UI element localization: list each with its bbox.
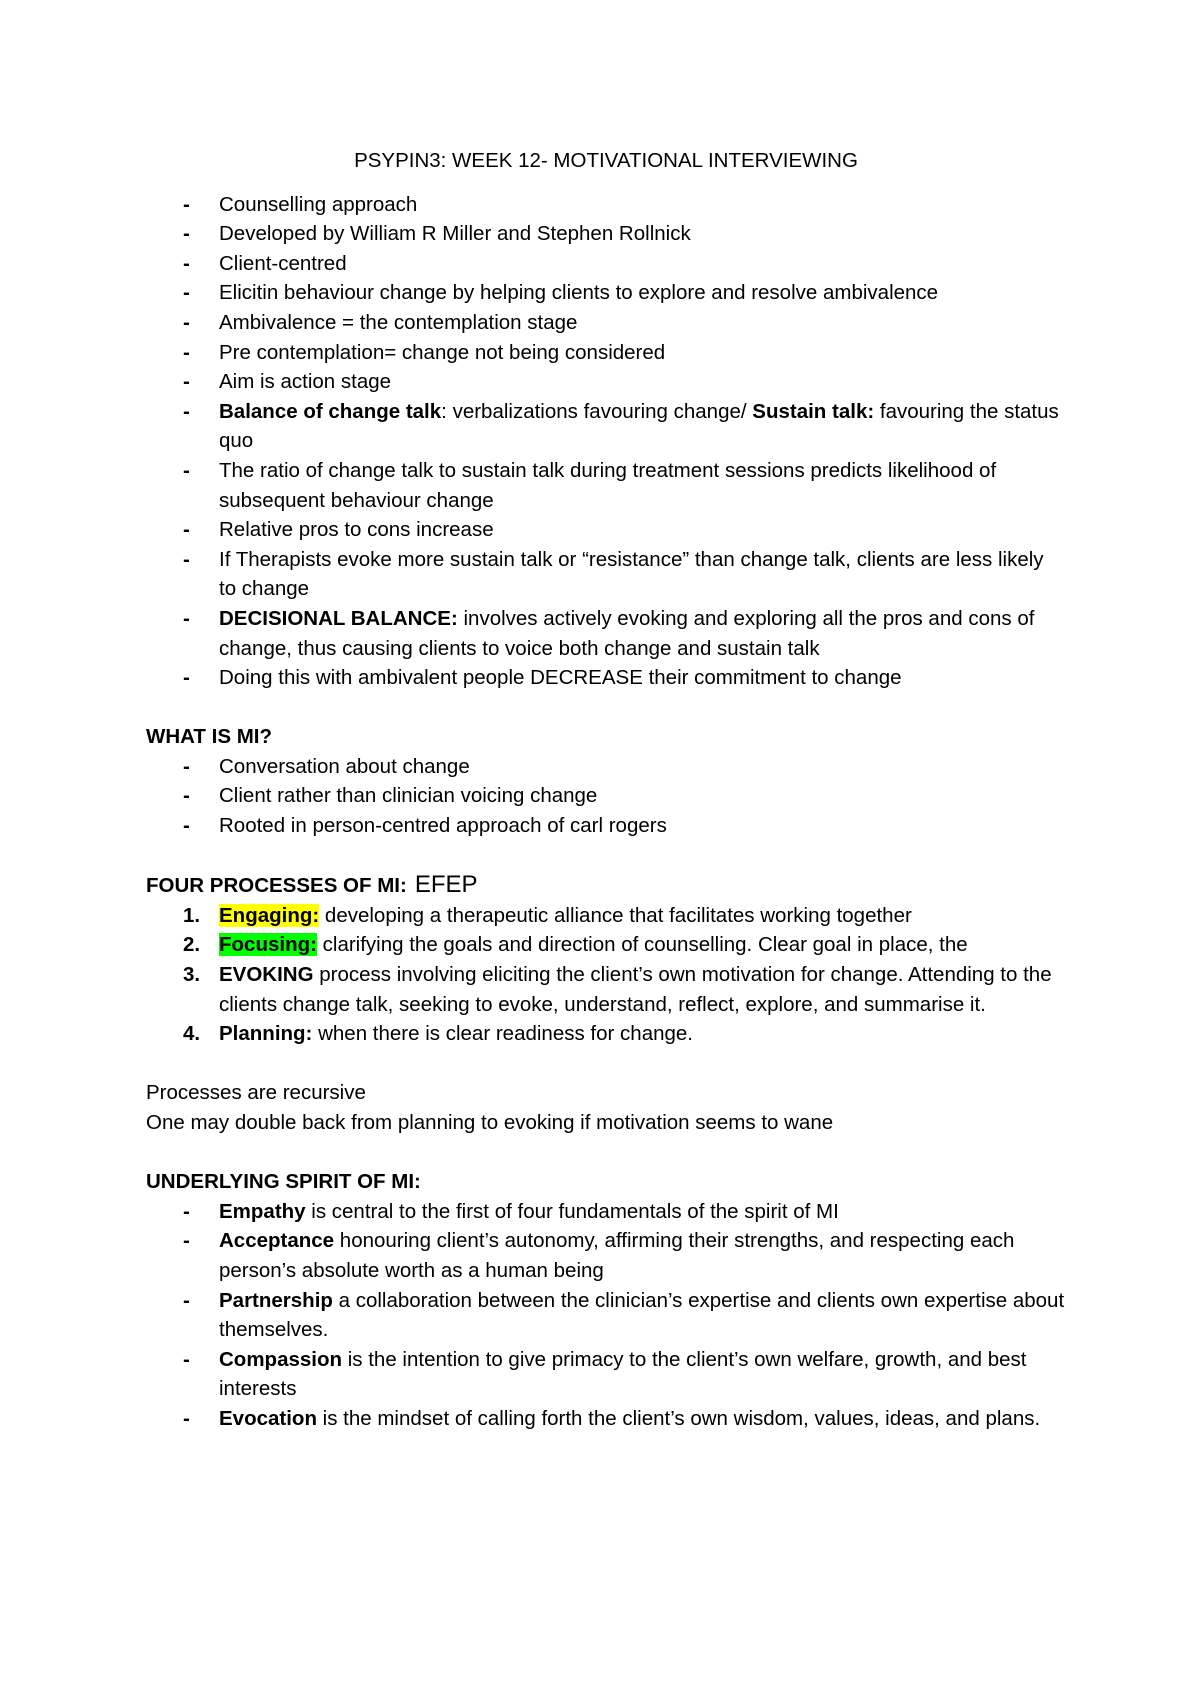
- four-processes-list: [146, 901, 1066, 1049]
- list-item: - Conversation about change: [146, 752, 1066, 782]
- list-item: - If Therapists evoke more sustain talk or “resistance” than change talk, clients are less likely to change: [146, 545, 1066, 604]
- recursive-note: Processes are recursive: [146, 1081, 366, 1105]
- intro-list: [146, 190, 1066, 693]
- list-item: - Counselling approach: [146, 190, 1066, 220]
- term-acceptance: Acceptance: [219, 1229, 335, 1253]
- list-item: - Evocation is the mindset of calling forth the client’s own wisdom, values, ideas, and plans.: [146, 1404, 1066, 1434]
- list-item: - Compassion is the intention to give primacy to the client’s own welfare, growth, and best interests: [146, 1345, 1066, 1404]
- list-item: - Developed by William R Miller and Stephen Rollnick: [146, 219, 1066, 249]
- term-evoking: EVOKING: [219, 963, 314, 987]
- spirit-list: [146, 1197, 1066, 1434]
- list-item: - Acceptance honouring client’s autonomy, affirming their strengths, and respecting each person’s absolute worth as a human being: [146, 1226, 1066, 1285]
- recursive-note-detail: One may double back from planning to evoking if motivation seems to wane: [146, 1111, 834, 1134]
- heading-underlying-spirit: UNDERLYING SPIRIT OF MI:: [146, 1170, 421, 1194]
- term-evocation: Evocation: [219, 1406, 317, 1430]
- term-sustain-talk: Sustain talk:: [752, 399, 875, 423]
- term-change-talk: Balance of change talk: [219, 399, 442, 423]
- list-item: - Elicitin behaviour change by helping clients to explore and resolve ambivalence: [146, 278, 1066, 308]
- term-engaging: Engaging:: [219, 903, 320, 927]
- list-item: - Partnership a collaboration between the clinician’s expertise and clients own expertise about themselves.: [146, 1286, 1066, 1345]
- list-item: - Aim is action stage: [146, 367, 1066, 397]
- list-item: - Balance of change talk: verbalizations favouring change/ Sustain talk: favouring the status quo: [146, 397, 1066, 456]
- term-decisional-balance: DECISIONAL BALANCE:: [219, 606, 458, 630]
- list-item: 3. EVOKING process involving eliciting the client’s own motivation for change. Attending to the clients change talk, seeking to evoke, understand, reflect, explore, and summarise it.: [183, 963, 1052, 1016]
- list-item: 2. Focusing: clarifying the goals and direction of counselling. Clear goal in place, the: [183, 933, 968, 957]
- heading-what-is-mi: WHAT IS MI?: [146, 725, 273, 749]
- list-item: - Rooted in person-centred approach of carl rogers: [146, 811, 1066, 841]
- list-item: - Doing this with ambivalent people DECREASE their commitment to change: [146, 663, 1066, 693]
- list-item: - Empathy is central to the first of four fundamentals of the spirit of MI: [146, 1197, 1066, 1227]
- list-item: 1. Engaging: developing a therapeutic alliance that facilitates working together: [183, 903, 912, 927]
- document-page: [146, 146, 1066, 1434]
- list-item: - Client rather than clinician voicing change: [146, 781, 1066, 811]
- list-item: - DECISIONAL BALANCE: involves actively evoking and exploring all the pros and cons of change, thus causing clients to voice both change and sustain talk: [146, 604, 1066, 663]
- acronym-efep: EFEP: [414, 871, 478, 899]
- list-item: - The ratio of change talk to sustain talk during treatment sessions predicts likelihood of subsequent behaviour change: [146, 456, 1066, 515]
- list-item: - Client-centred: [146, 249, 1066, 279]
- term-empathy: Empathy: [219, 1199, 306, 1223]
- list-item: 4. Planning: when there is clear readiness for change.: [183, 1022, 693, 1046]
- document-title: PSYPIN3: WEEK 12- MOTIVATIONAL INTERVIEWING: [354, 149, 858, 172]
- term-planning: Planning:: [219, 1022, 313, 1046]
- term-compassion: Compassion: [219, 1347, 343, 1371]
- list-item: - Relative pros to cons increase: [146, 515, 1066, 545]
- what-is-mi-list: [146, 752, 1066, 841]
- list-item: - Ambivalence = the contemplation stage: [146, 308, 1066, 338]
- list-item: - Pre contemplation= change not being considered: [146, 338, 1066, 368]
- heading-four-processes: FOUR PROCESSES OF MI: EFEP: [146, 871, 478, 899]
- term-partnership: Partnership: [219, 1288, 333, 1312]
- term-focusing: Focusing:: [219, 933, 317, 957]
